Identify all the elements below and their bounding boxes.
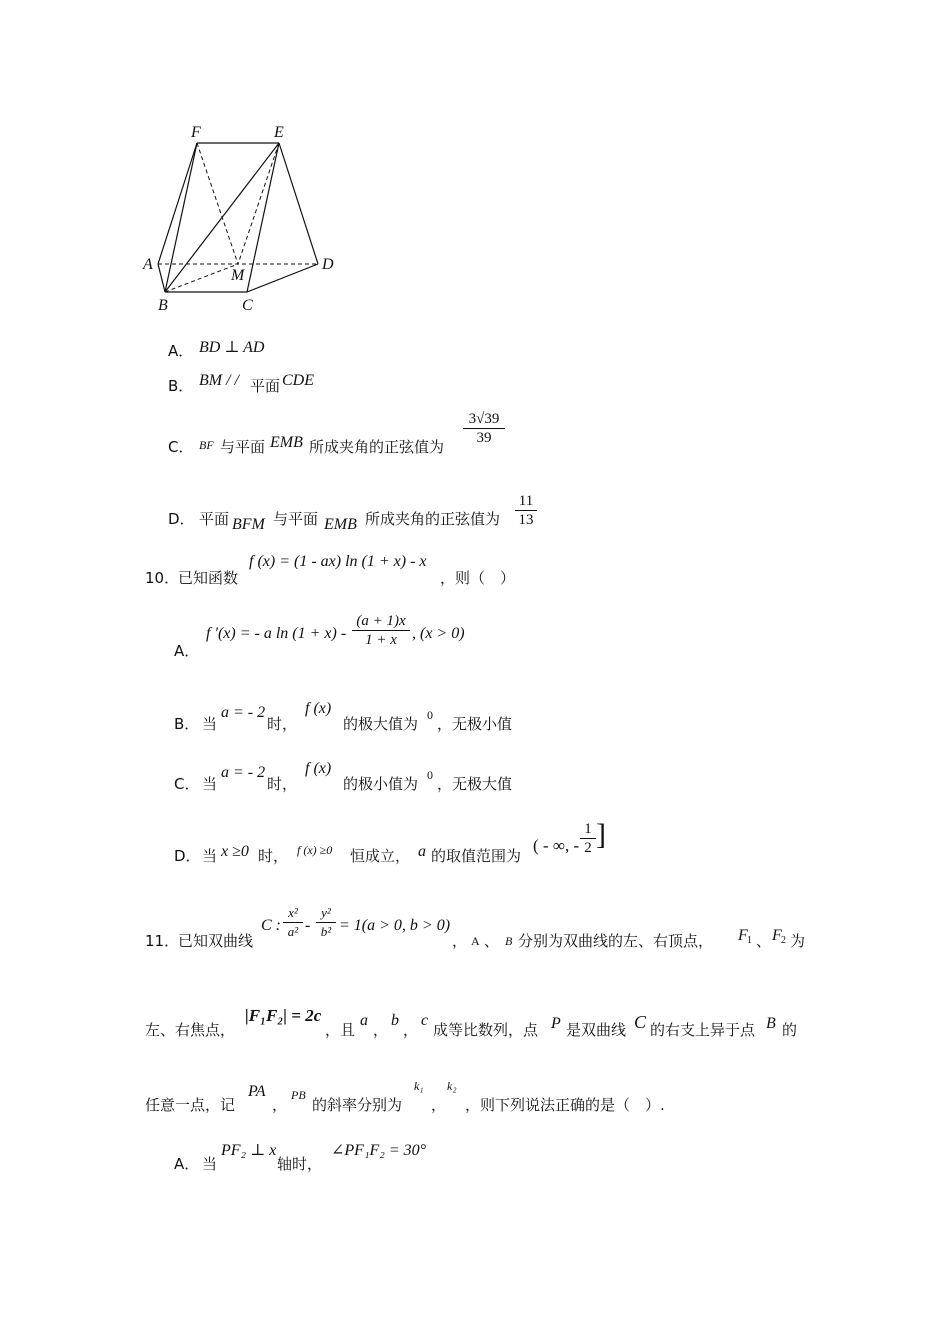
curve-name: C :: [261, 917, 281, 934]
abs-expr: |F₁F₂| = 2c: [245, 1006, 322, 1025]
text: ，: [373, 1021, 389, 1039]
text: 成等比数列，点: [433, 1021, 539, 1039]
slope-k1: k₁: [414, 1079, 424, 1093]
math-var: EMB: [324, 516, 357, 533]
text: ，无极大值: [437, 775, 513, 793]
option-label: A．: [174, 642, 200, 660]
math-var: c: [421, 1012, 429, 1029]
value: 0: [427, 708, 433, 722]
edge-AB: [158, 264, 165, 292]
text: ，: [452, 932, 468, 950]
label-C: C: [242, 297, 253, 314]
math-cond: a = - 2: [221, 704, 266, 721]
text: 时，: [267, 775, 298, 793]
text: 时，: [258, 847, 289, 865]
label-D: D: [322, 256, 334, 273]
text: 是双曲线: [566, 1021, 627, 1039]
subscript: 2: [781, 935, 786, 946]
text: ，且: [325, 1021, 356, 1039]
math-var: EMB: [270, 434, 303, 451]
math-expr: CDE: [282, 372, 314, 389]
text: ，: [431, 1096, 447, 1114]
question-stem: 已知双曲线: [178, 932, 254, 950]
fraction: [463, 410, 505, 447]
fraction: [515, 492, 537, 529]
text: 、: [484, 932, 500, 950]
option-label: D．: [168, 510, 195, 528]
text: 左、右焦点，: [145, 1021, 236, 1039]
fraction-denominator: 39: [463, 428, 505, 447]
fraction: [580, 820, 596, 857]
edge-EM-dashed: [238, 143, 279, 264]
text: 的极大值为: [343, 715, 419, 733]
fx: f (x) ≥0: [297, 843, 333, 857]
question-stem: 已知函数: [178, 569, 239, 587]
equation-rhs: = 1(a > 0, b > 0): [339, 917, 451, 934]
subscript: 1: [747, 935, 752, 946]
text: 的取值范围为: [431, 847, 522, 865]
point-B: B: [505, 934, 513, 948]
fraction-denominator: b²: [316, 922, 336, 941]
option-label: B．: [168, 377, 194, 395]
math-expr: PF₂ ⊥ x: [221, 1142, 277, 1159]
edge-FB: [165, 143, 197, 292]
curve-C: C: [634, 1012, 647, 1032]
fx: f (x): [305, 760, 332, 777]
label-B: B: [158, 297, 168, 314]
fraction-numerator: y²: [321, 905, 331, 920]
text: 的: [782, 1021, 798, 1039]
math-expr: BD ⊥ AD: [199, 339, 265, 356]
question-number: 10．: [145, 569, 180, 587]
text: 、: [756, 932, 772, 950]
text: 时，: [267, 715, 298, 733]
edge-ED: [279, 143, 318, 264]
text: 轴时，: [277, 1155, 323, 1173]
option-label: A．: [174, 1155, 200, 1173]
text: 当: [202, 847, 218, 865]
option-label: C．: [168, 438, 194, 456]
text: 为: [790, 932, 806, 950]
option-label: A．: [168, 342, 194, 360]
math-cond: x ≥0: [221, 843, 249, 860]
text: 分别为双曲线的左、右顶点，: [518, 932, 714, 950]
text: ，则下列说法正确的是（ ）.: [465, 1096, 665, 1114]
range-right: ]: [596, 818, 606, 851]
fraction-numerator: 3√39: [468, 411, 500, 427]
text: 当: [202, 715, 218, 733]
text: 的极小值为: [343, 775, 419, 793]
focus-F: F: [772, 927, 782, 944]
label-M: M: [231, 267, 245, 284]
edge-FM-dashed: [197, 143, 238, 264]
text: 平面: [199, 510, 230, 528]
line-PA: PA: [248, 1083, 266, 1100]
fraction: [352, 612, 410, 649]
text: 的右支上异于点: [650, 1021, 756, 1039]
fx: f (x): [305, 700, 332, 717]
label-F: F: [191, 124, 201, 141]
fraction: [316, 904, 336, 941]
question-tail: ，则（ ）: [440, 569, 516, 587]
fraction-numerator: (a + 1)x: [356, 613, 406, 629]
math-var: BF: [199, 438, 214, 452]
fraction: [283, 904, 303, 941]
math-var: BFM: [232, 516, 265, 533]
edge-FA: [158, 143, 197, 264]
fraction-denominator: a²: [283, 922, 303, 941]
condition: , (x > 0): [412, 625, 465, 642]
text: 当: [202, 1155, 218, 1173]
geometry-figure: [140, 120, 350, 320]
math-expr: BM / /: [199, 372, 239, 389]
fraction-denominator: 13: [515, 510, 537, 529]
text: 当: [202, 775, 218, 793]
label-A: A: [143, 256, 153, 273]
text: 与平面: [220, 438, 266, 456]
text: 所成夹角的正弦值为: [365, 510, 501, 528]
angle-expr: ∠PF₁F₂ = 30°: [331, 1142, 427, 1159]
text: 任意一点，记: [145, 1096, 236, 1114]
text: ，无极小值: [437, 715, 513, 733]
question-number: 11．: [145, 932, 180, 950]
range-left: ( - ∞, -: [533, 836, 580, 855]
minus: -: [305, 917, 311, 934]
math-var: b: [391, 1012, 399, 1029]
text: ，: [272, 1096, 288, 1114]
label-E: E: [274, 124, 284, 141]
text: 所成夹角的正弦值为: [309, 438, 445, 456]
point-B: B: [766, 1015, 776, 1032]
edge-CD: [247, 264, 318, 292]
point-P: P: [551, 1015, 561, 1032]
math-var: a: [360, 1012, 368, 1029]
text: 平面: [250, 377, 281, 395]
slope-k2: k₂: [447, 1079, 457, 1093]
text: 恒成立，: [350, 847, 411, 865]
derivative-expr: f ′(x) = - a ln (1 + x) -: [206, 625, 347, 642]
edge-EC: [247, 143, 279, 292]
point-A: A: [471, 934, 480, 948]
option-label: D．: [174, 847, 201, 865]
math-cond: a = - 2: [221, 764, 266, 781]
fraction-denominator: 2: [580, 838, 596, 857]
option-label: C．: [174, 775, 200, 793]
fraction-denominator: 1 + x: [352, 630, 410, 649]
option-label: B．: [174, 715, 200, 733]
focus-F: F: [738, 927, 748, 944]
value: 0: [427, 768, 433, 782]
text: 与平面: [273, 510, 319, 528]
line-PB: PB: [291, 1088, 306, 1102]
fraction-numerator: 1: [584, 821, 592, 837]
text: ，: [403, 1021, 419, 1039]
function-formula: f (x) = (1 - ax) ln (1 + x) - x: [249, 553, 427, 570]
math-var: a: [418, 843, 426, 860]
fraction-numerator: 11: [518, 493, 534, 509]
text: 的斜率分别为: [312, 1096, 403, 1114]
fraction-numerator: x²: [288, 905, 298, 920]
